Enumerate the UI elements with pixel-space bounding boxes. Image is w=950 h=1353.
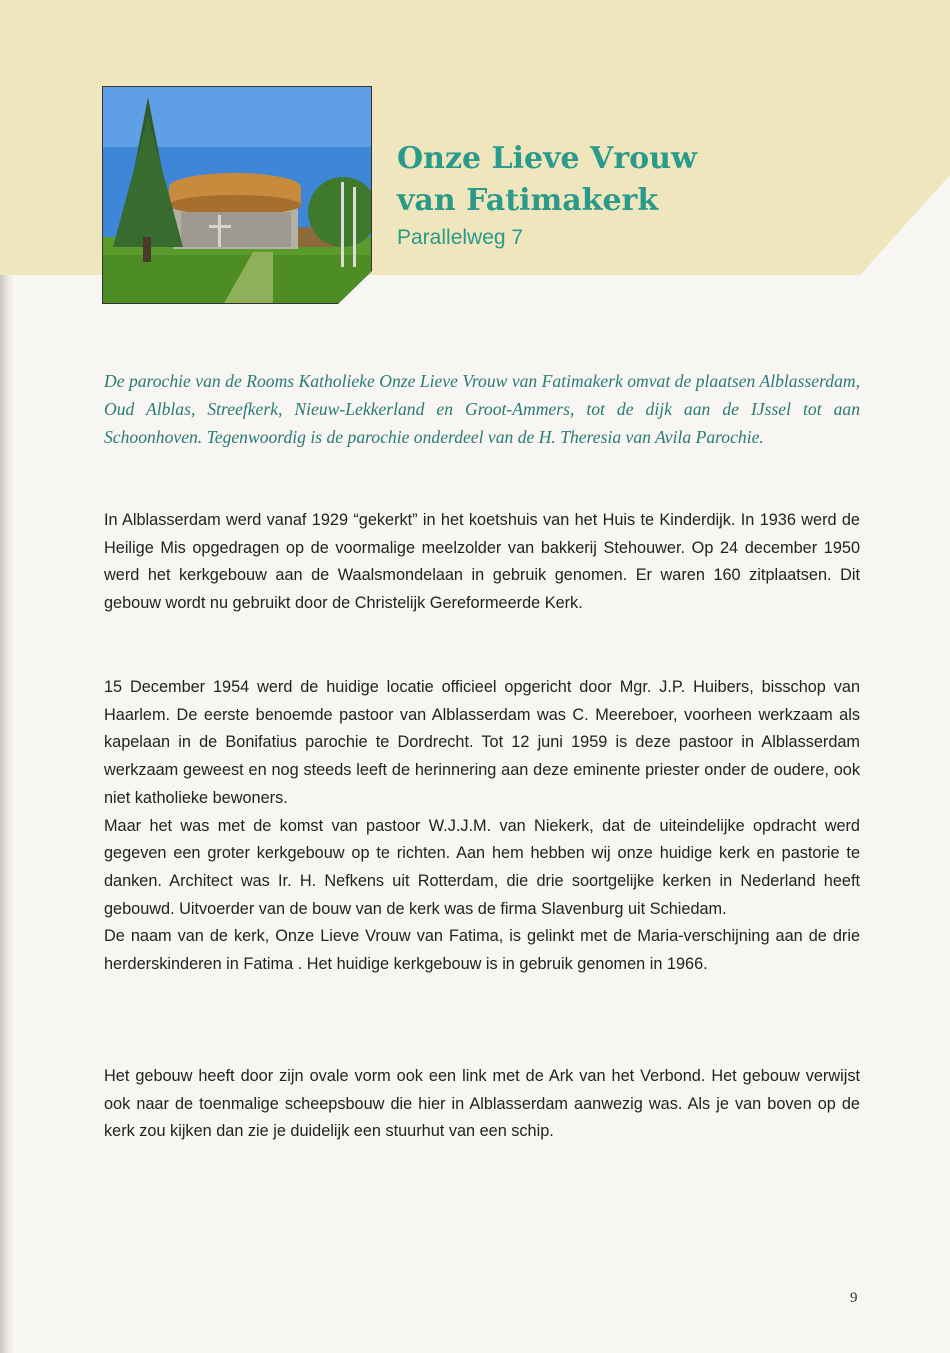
title-block [397,138,697,250]
body-paragraph-3 [104,1063,860,1146]
page-title-line2: van Fatimakerk [397,183,659,218]
address-subtitle: Parallelweg 7 [397,226,524,249]
body-paragraph-1 [104,507,860,618]
paragraph-text: In Alblasserdam werd vanaf 1929 “gekerkt” in het koetshuis van het Huis te Kinderdijk. In 1936 werd de Heilige Mis opgedragen op de voormalige meelzolder van bakkerij Stehouwer. Op 24 december 1950 werd het kerkgebouw aan de Waalsmondelaan in gebruik genomen. Er waren 160 zitplaatsen. Dit gebouw wordt nu gebruikt door de Christelijk Gereformeerde Kerk. [104,511,860,613]
church-photo [102,86,372,304]
paragraph-text: De naam van de kerk, Onze Lieve Vrouw van Fatima, is gelinkt met de Maria-verschijning aan de drie herderskinderen in Fatima . Het huidige kerkgebouw is in gebruik genomen in 1966. [104,927,860,974]
church-photo-illustration [103,87,372,304]
intro-paragraph: De parochie van de Rooms Katholieke Onze Lieve Vrouw van Fatimakerk omvat de plaatsen Alblasserdam, Oud Alblas, Streefkerk, Nieuw-Lekkerland en Groot-Ammers, tot de dijk aan de IJssel tot aan Schoonhoven. Tegenwoordig is de parochie onderdeel van de H. Theresia van Avila Parochie. [104,371,860,447]
page-number: 9 [850,1290,858,1306]
paragraph-text: Maar het was met de komst van pastoor W.J.J.M. van Niekerk, dat de uiteindelijke opdracht werd gegeven een groter kerkgebouw op te richten. Aan hem hebben wij onze huidige kerk en pastorie te danken. Architect was Ir. H. Nefkens uit Rotterdam, die drie soortgelijke kerken in Nederland heeft gebouwd. Uitvoerder van de bouw van de kerk was de firma Slavenburg uit Schiedam. [104,816,860,918]
page-title-line1: Onze Lieve Vrouw [397,141,697,176]
body-paragraph-2 [104,674,860,979]
paragraph-text: Het gebouw heeft door zijn ovale vorm ook een link met de Ark van het Verbond. Het gebouw verwijst ook naar de toenmalige scheepsbouw die hier in Alblasserdam aanwezig was. Als je van boven op de kerk zou kijken dan zie je duidelijk een stuurhut van een schip. [104,1067,860,1141]
paragraph-text: 15 December 1954 werd de huidige locatie officieel opgericht door Mgr. J.P. Huibers, bisschop van Haarlem. De eerste benoemde pastoor van Alblasserdam was C. Meereboer, voorheen werkzaam als kapelaan in de Bonifatius parochie te Dordrecht. Tot 12 juni 1959 is deze pastoor in Alblasserdam werkzaam geweest en nog steeds leeft de herinnering aan deze eminente priester onder de oudere, ook niet katholieke bewoners. [104,678,860,807]
